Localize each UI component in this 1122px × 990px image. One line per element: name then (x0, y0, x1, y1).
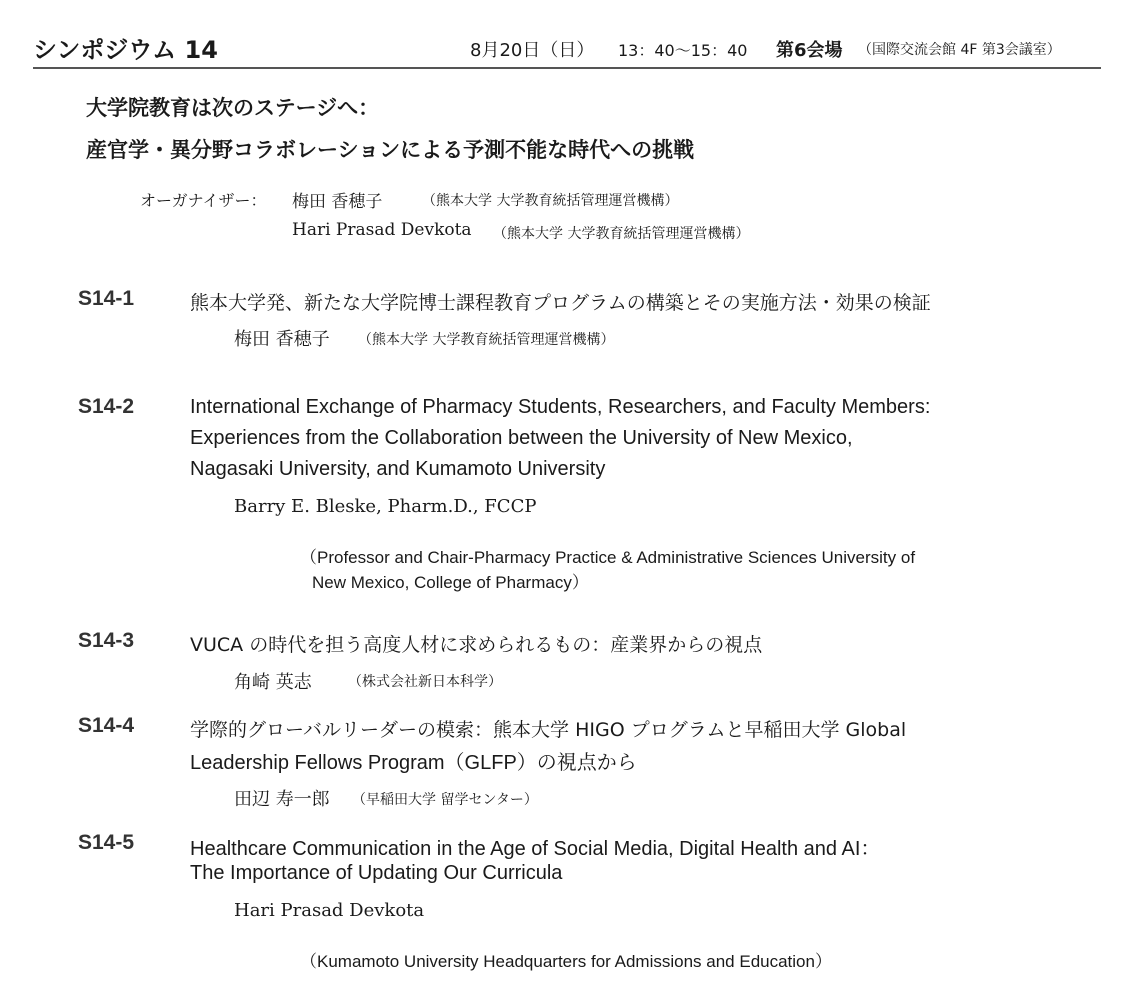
talk-code: S14-2 (78, 395, 135, 418)
organizer-name: 梅田 香穂子 (292, 192, 383, 212)
talk-affiliation: （株式会社新日本科学） (348, 674, 502, 690)
talk-code: S14-3 (78, 629, 135, 652)
symposium-title-line-2: 産官学・異分野コラボレーションによる予測不能な時代への挑戦 (86, 137, 695, 162)
session-time: 13：40〜15：40 (618, 41, 748, 60)
talk-title-line: International Exchange of Pharmacy Students, Researchers, and Faculty Members: (190, 396, 931, 418)
session-date: 8月20日（日） (470, 40, 595, 61)
organizer-label: オーガナイザー： (140, 191, 267, 210)
talk-title-line: 熊本大学発、新たな大学院博士課程教育プログラムの構築とその実施方法・効果の検証 (190, 292, 931, 314)
talk-affiliation: （熊本大学 大学教育統括管理運営機構） (358, 332, 615, 348)
session-venue: （国際交流会館 4F 第3会議室） (858, 42, 1061, 58)
talk-affiliation: （Kumamoto University Headquarters for Admissions and Education） (300, 952, 832, 971)
talk-code: S14-4 (78, 714, 135, 737)
session-room: 第6会場 (776, 40, 843, 61)
talk-title-line: The Importance of Updating Our Curricula (190, 862, 563, 884)
talk-affiliation: （早稲田大学 留学センター） (352, 792, 538, 808)
talk-code: S14-1 (78, 287, 135, 310)
talk-affiliation: New Mexico, College of Pharmacy） (312, 573, 589, 592)
symposium-title-line-1: 大学院教育は次のステージへ： (86, 95, 380, 120)
talk-title-line: 学際的グローバルリーダーの模索：熊本大学 HIGO プログラムと早稲田大学 Global (190, 719, 907, 741)
session-title: シンポジウム 14 (33, 36, 218, 64)
talk-speaker: 梅田 香穂子 (234, 329, 330, 350)
talk-title-line: Healthcare Communication in the Age of Social Media, Digital Health and AI： (190, 838, 881, 860)
talk-speaker: 角崎 英志 (234, 672, 312, 693)
talk-title-line: VUCA の時代を担う高度人材に求められるもの：産業界からの視点 (190, 634, 763, 656)
header-divider (33, 67, 1101, 69)
talk-speaker: Barry E. Bleske, Pharm.D., FCCP (234, 496, 537, 517)
talk-title-line: Nagasaki University, and Kumamoto University (190, 458, 606, 480)
organizer-name: Hari Prasad Devkota (292, 220, 472, 240)
talk-code: S14-5 (78, 831, 135, 854)
talk-speaker: Hari Prasad Devkota (234, 900, 425, 921)
talk-affiliation: （Professor and Chair-Pharmacy Practice & Administrative Sciences University of (300, 548, 916, 567)
talk-speaker: 田辺 寿一郎 (234, 789, 330, 810)
organizer-affiliation: （熊本大学 大学教育統括管理運営機構） (422, 193, 679, 209)
organizer-affiliation: （熊本大学 大学教育統括管理運営機構） (493, 226, 750, 242)
talk-title-line: Leadership Fellows Program（GLFP）の視点から (190, 752, 637, 774)
talk-title-line: Experiences from the Collaboration between the University of New Mexico, (190, 427, 853, 449)
